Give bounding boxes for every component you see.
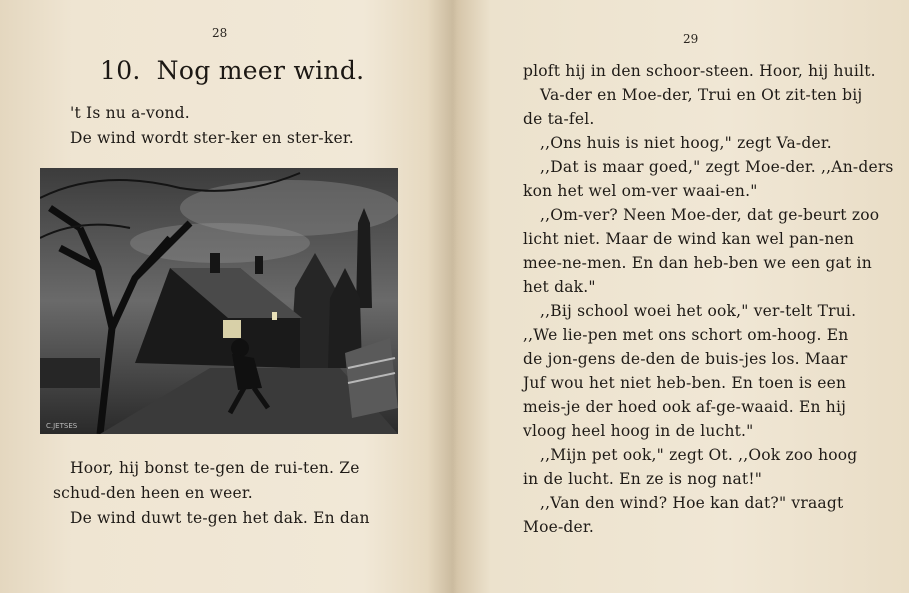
page-number-left: 28 — [212, 26, 228, 40]
text-line: ploft hij in den schoor-steen. Hoor, hij huilt. — [523, 62, 876, 80]
text-line: de jon-gens de-den de buis-jes los. Maar — [523, 350, 848, 368]
text-line: mee-ne-men. En dan heb-ben we een gat in — [523, 254, 872, 272]
chapter-heading — [100, 56, 364, 85]
right-page — [457, 0, 909, 593]
text-line: ,,Ons huis is niet hoog," zegt Va-der. — [540, 134, 832, 152]
text-line: de ta-fel. — [523, 110, 595, 128]
text-line: ,,Dat is maar goed," zegt Moe-der. ,,An-ders — [540, 158, 894, 176]
chapter-title: Nog meer wind. — [156, 56, 365, 85]
intro-line: 't Is nu a-vond. — [70, 104, 190, 122]
text-line: kon het wel om-ver waai-en." — [523, 182, 758, 200]
body-line: De wind duwt te-gen het dak. En dan — [70, 509, 370, 527]
page-number-right: 29 — [683, 32, 699, 46]
night-storm-illustration — [40, 168, 398, 434]
text-line: vloog heel hoog in de lucht." — [523, 422, 754, 440]
text-line: meis-je der hoed ook af-ge-waaid. En hij — [523, 398, 847, 416]
text-line: in de lucht. En ze is nog nat!" — [523, 470, 763, 488]
text-line: Juf wou het niet heb-ben. En toen is een — [523, 374, 847, 392]
text-line: ,,Om-ver? Neen Moe-der, dat ge-beurt zoo — [540, 206, 880, 224]
intro-line: De wind wordt ster-ker en ster-ker. — [70, 129, 354, 147]
body-line: schud-den heen en weer. — [53, 484, 253, 502]
text-line: Va-der en Moe-der, Trui en Ot zit-ten bij — [540, 86, 863, 104]
text-line: Moe-der. — [523, 518, 594, 536]
text-line: licht niet. Maar de wind kan wel pan-nen — [523, 230, 855, 248]
illustrator-signature: C.JETSES — [46, 422, 78, 430]
text-line: het dak." — [523, 278, 596, 296]
text-line: ,,Bij school woei het ook," ver-telt Trui. — [540, 302, 857, 320]
text-line: ,,We lie-pen met ons schort om-hoog. En — [523, 326, 849, 344]
chapter-number: 10. — [100, 56, 141, 85]
text-line: ,,Van den wind? Hoe kan dat?" vraagt — [540, 494, 844, 512]
body-line: Hoor, hij bonst te-gen de rui-ten. Ze — [70, 459, 360, 477]
text-line: ,,Mijn pet ook," zegt Ot. ,,Ook zoo hoog — [540, 446, 858, 464]
illustration-drawing — [40, 168, 398, 434]
left-page — [0, 0, 452, 593]
